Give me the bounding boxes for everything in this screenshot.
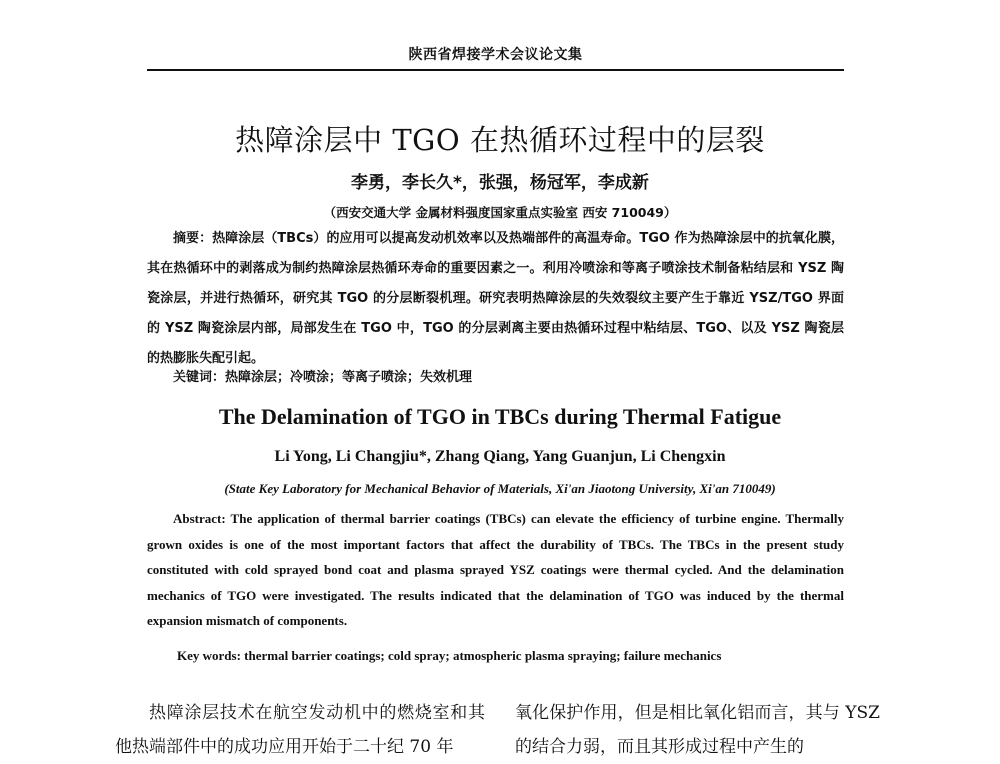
page-header: 陕西省焊接学术会议论文集 [408, 47, 583, 63]
chinese-title: 热障涂层中 TGO 在热循环过程中的层裂 [235, 123, 765, 157]
chinese-affiliation: （西安交通大学 金属材料强度国家重点实验室 西安 710049） [323, 205, 677, 220]
header-rule [147, 69, 844, 71]
chinese-keywords: 关键词：热障涂层；冷喷涂；等离子喷涂；失效机理 [173, 370, 473, 385]
english-title: The Delamination of TGO in TBCs during Thermal Fatigue [218, 404, 782, 429]
english-abstract: Abstract: The application of thermal barrier coatings (TBCs) can elevate the efficiency of turbine engine. Thermally grown oxides is one of the most important factors that affect the durability of TBCs. The TBCs in the present study constituted with cold sprayed bond coat and plasma sprayed YSZ coatings were thermal cycled. And the delamination mechanics of TGO were investigated. The results indicated that the delamination of TGO was induced by the thermal expansion mismatch of components. [147, 511, 844, 628]
english-authors: Li Yong, Li Changjiu*, Zhang Qiang, Yang Guanjun, Li Chengxin [274, 448, 726, 465]
english-keywords: Key words: thermal barrier coatings; cold spray; atmospheric plasma spraying; failure mechanics [177, 648, 722, 663]
chinese-abstract: 摘要：热障涂层（TBCs）的应用可以提高发动机效率以及热端部件的高温寿命。TGO 作为热障涂层中的抗氧化膜，其在热循环中的剥落成为制约热障涂层热循环寿命的重要因素之一。利用冷喷涂和等离子喷涂技术制备粘结层和 YSZ 陶瓷涂层，并进行热循环，研究其 TGO 的分层断裂机理。研究表明热障涂层的失效裂纹主要产生于靠近 YSZ/TGO 界面的 YSZ 陶瓷涂层内部，局部发生在 TGO 中，TGO 的分层剥离主要由热循环过程中粘结层、TGO、以及 YSZ 陶瓷层的热膨胀失配引起。 [147, 231, 844, 366]
body-right-column: 氧化保护作用，但是相比氧化铝而言，其与 YSZ 的结合力弱，而且其形成过程中产生的 [515, 703, 880, 757]
chinese-authors: 李勇，李长久*，张强，杨冠军，李成新 [351, 173, 649, 193]
body-left-column: 热障涂层技术在航空发动机中的燃烧室和其他热端部件中的成功应用开始于二十纪 70 年 [115, 703, 485, 757]
english-affiliation: (State Key Laboratory for Mechanical Behavior of Materials, Xi'an Jiaotong University, Xi'an 710049) [224, 481, 776, 496]
